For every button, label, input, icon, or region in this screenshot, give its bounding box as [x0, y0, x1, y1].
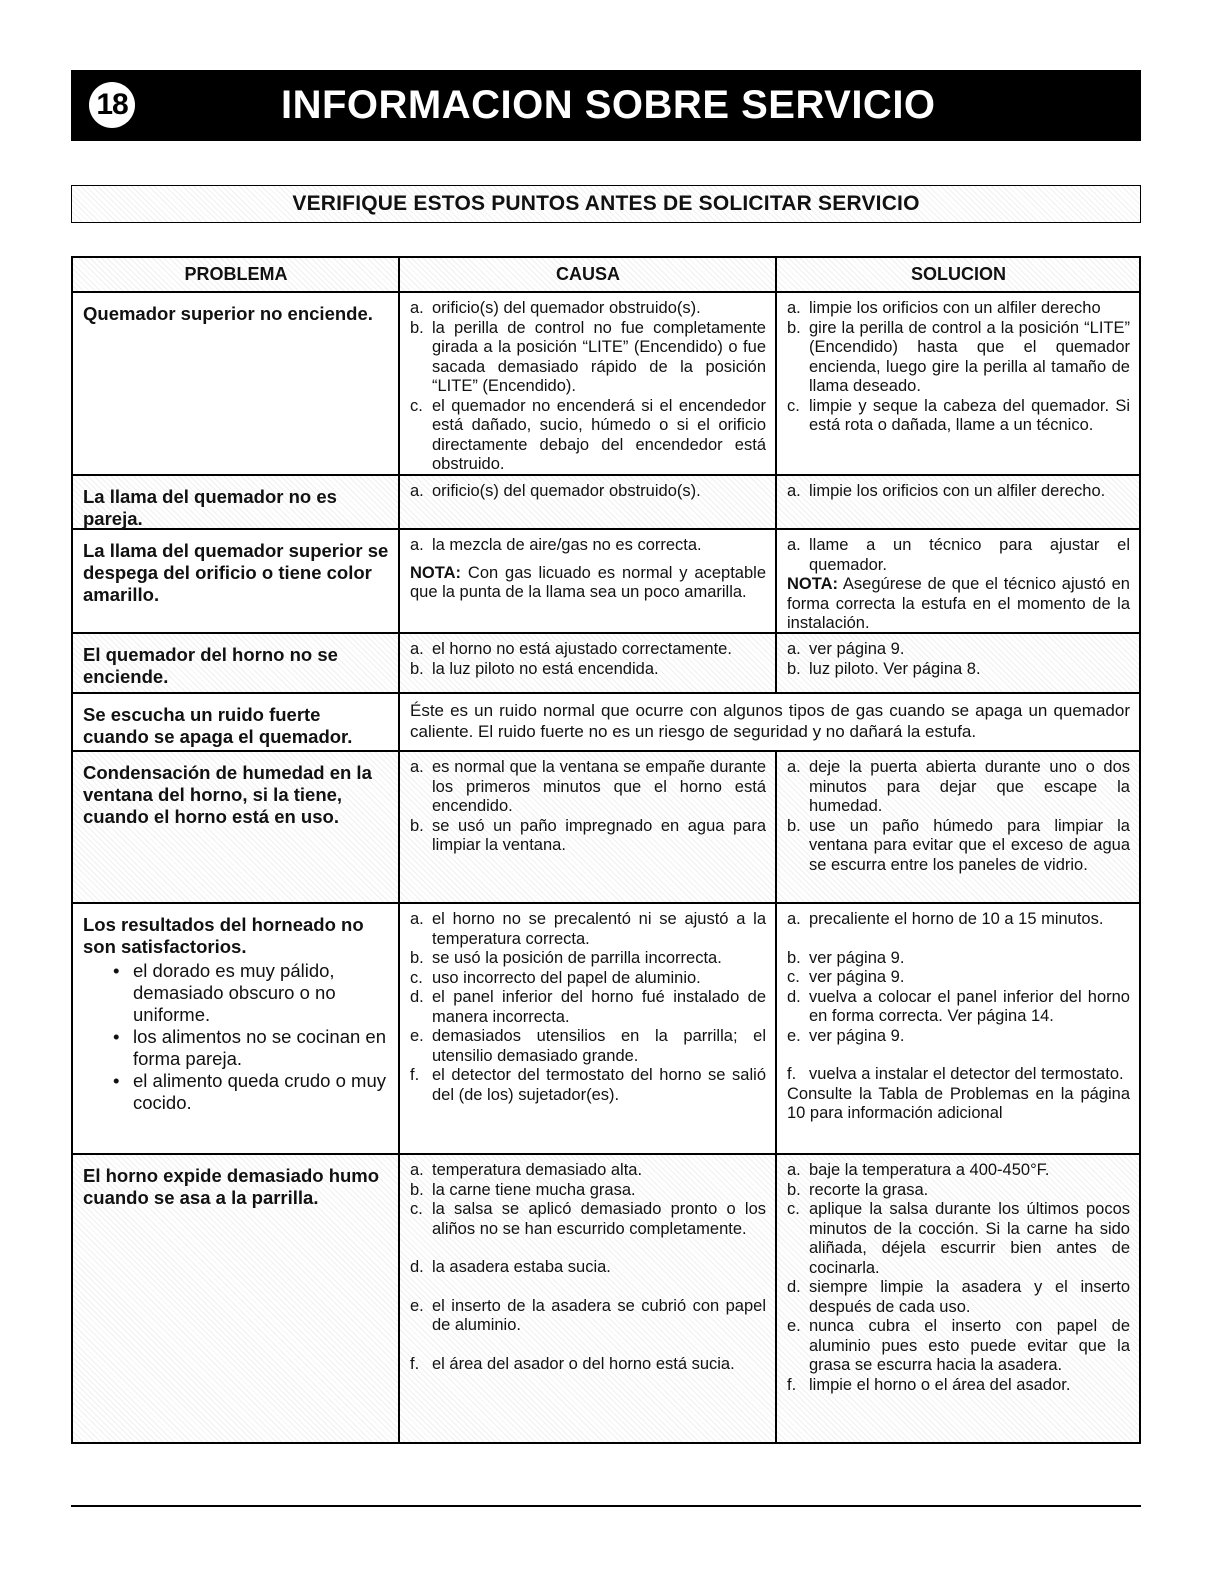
page-title: INFORMACION SOBRE SERVICIO [281, 83, 936, 127]
column-header-cause: CAUSA [400, 258, 777, 293]
list-item: d. siempre limpie la asadera y el inserto después de cada uso. [787, 1278, 1130, 1316]
cause-cell [400, 530, 777, 634]
cause-cell [400, 476, 777, 530]
list-item: b. luz piloto. Ver página 8. [787, 659, 981, 678]
list-item: b. la perilla de control no fue completamente girada a la posición “LITE” (Encendido) o fue sacada demasiado rápido de la posición “LITE” (Encendido). [410, 318, 766, 395]
problem-cell: La llama del quemador no es pareja. [73, 476, 400, 530]
list-item: a. llame a un técnico para ajustar el quemador. [787, 536, 1130, 574]
solution-cell [777, 752, 1139, 904]
list-item: • los alimentos no se cocinan en forma pareja. [113, 1026, 389, 1070]
solution-footer-note: Consulte la Tabla de Problemas en la página 10 para información adicional [787, 1084, 1130, 1122]
section-number-badge: 18 [89, 82, 135, 128]
solution-note: NOTA: Asegúrese de que el técnico ajustó en forma correcta la estufa en el momento de la instalación. [787, 575, 1130, 632]
solution-cell [777, 293, 1139, 476]
list-item: a. orificio(s) del quemador obstruido(s). [410, 299, 701, 317]
header-bar [71, 70, 1141, 141]
list-item: • el dorado es muy pálido, demasiado obscuro o no uniforme. [113, 960, 389, 1026]
list-item: e. demasiados utensilios en la parrilla; el utensilio demasiado grande. [410, 1027, 766, 1065]
list-item: a. baje la temperatura a 400-450°F. [787, 1161, 1050, 1179]
problem-title: Los resultados del horneado no son satisfactorios. [83, 914, 364, 957]
list-item: a. precaliente el horno de 10 a 15 minutos. [787, 910, 1104, 928]
list-item: a. orificio(s) del quemador obstruido(s). [410, 482, 701, 500]
footer-rule [71, 1505, 1141, 1507]
list-item: a. deje la puerta abierta durante uno o dos minutos para dejar que escape la humedad. [787, 758, 1130, 815]
cause-cell [400, 634, 777, 694]
list-item: b. se usó un paño impregnado en agua para limpiar la ventana. [410, 816, 766, 854]
list-item: b. la luz piloto no está encendida. [410, 659, 659, 678]
list-item: c. el quemador no encenderá si el encendedor está dañado, sucio, húmedo o si el orificio directamente debajo del encendedor está obstruido. [410, 396, 766, 473]
problem-cell: El quemador del horno no se enciende. [73, 634, 400, 694]
list-item: e. ver página 9. [787, 1026, 905, 1045]
list-item: c. la salsa se aplicó demasiado pronto o los aliños no se han escurrido completamente. [410, 1200, 766, 1238]
problem-cell [73, 904, 400, 1155]
list-item: d. vuelva a colocar el panel inferior del horno en forma correcta. Ver página 14. [787, 987, 1130, 1025]
column-header-solution: SOLUCION [777, 258, 1139, 293]
list-item: c. uso incorrecto del papel de aluminio. [410, 968, 701, 987]
list-item: a. el horno no está ajustado correctamente. [410, 640, 732, 658]
list-item: a. limpie los orificios con un alfiler derecho. [787, 482, 1106, 500]
troubleshooting-table [71, 256, 1141, 1444]
problem-cell: Condensación de humedad en la ventana del horno, si la tiene, cuando el horno está en uso. [73, 752, 400, 904]
subtitle-box [71, 185, 1141, 223]
list-item: b. gire la perilla de control a la posición “LITE” (Encendido) hasta que el quemador encienda, luego gire la perilla al tamaño de llama deseado. [787, 318, 1130, 395]
list-item: d. la asadera estaba sucia. [410, 1258, 611, 1276]
solution-cell [777, 476, 1139, 530]
cause-cell [400, 293, 777, 476]
list-item: b. use un paño húmedo para limpiar la ventana para evitar que el exceso de agua se escurra entre los paneles de vidrio. [787, 816, 1130, 874]
problem-cell: La llama del quemador superior se despega del orificio o tiene color amarillo. [73, 530, 400, 634]
list-item: f. vuelva a instalar el detector del termostato. [787, 1065, 1124, 1083]
list-item: b. ver página 9. [787, 948, 905, 967]
list-item: c. aplique la salsa durante los últimos pocos minutos de la cocción. Si la carne ha sido aliñada, déjela escurrir bien antes de cocinarla. [787, 1200, 1130, 1277]
solution-cell [777, 904, 1139, 1155]
list-item: d. el panel inferior del horno fué instalado de manera incorrecta. [410, 988, 766, 1026]
list-item: a. temperatura demasiado alta. [410, 1161, 643, 1179]
list-item: a. limpie los orificios con un alfiler derecho [787, 299, 1101, 317]
list-item: a. el horno no se precalentó ni se ajustó a la temperatura correcta. [410, 910, 766, 948]
list-item: • el alimento queda crudo o muy cocido. [113, 1070, 389, 1114]
list-item: c. limpie y seque la cabeza del quemador. Si está rota o dañada, llame a un técnico. [787, 396, 1130, 434]
solution-cell [777, 1155, 1139, 1442]
cause-cell [400, 904, 777, 1155]
cause-cell [400, 1155, 777, 1442]
solution-cell [777, 634, 1139, 694]
list-item: b. la carne tiene mucha grasa. [410, 1180, 636, 1199]
list-item: f. el detector del termostato del horno se salió del (de los) sujetador(es). [410, 1066, 766, 1104]
column-header-problem: PROBLEMA [73, 258, 400, 293]
list-item: f. limpie el horno o el área del asador. [787, 1375, 1071, 1394]
list-item: f. el área del asador o del horno está sucia. [410, 1354, 735, 1373]
list-item: b. se usó la posición de parrilla incorrecta. [410, 949, 722, 967]
list-item: a. la mezcla de aire/gas no es correcta. [410, 536, 702, 554]
solution-cell [777, 530, 1139, 634]
problem-cell: Quemador superior no enciende. [73, 293, 400, 476]
problem-cell: Se escucha un ruido fuerte cuando se apaga el quemador. [73, 694, 400, 752]
problem-cell: El horno expide demasiado humo cuando se asa a la parrilla. [73, 1155, 400, 1442]
problem-bullets [83, 960, 389, 1114]
list-item: e. nunca cubra el inserto con papel de aluminio pues esto puede evitar que la grasa se escurra hacia la asadera. [787, 1317, 1130, 1374]
cause-note: NOTA: Con gas licuado es normal y aceptable que la punta de la llama sea un poco amarilla. [410, 563, 766, 601]
subtitle: VERIFIQUE ESTOS PUNTOS ANTES DE SOLICITAR SERVICIO [292, 192, 920, 215]
list-item: c. ver página 9. [787, 968, 905, 986]
merged-cause-solution-cell: Éste es un ruido normal que ocurre con algunos tipos de gas cuando se apaga un quemador caliente. El ruido fuerte no es un riesgo de seguridad y no dañará la estufa. [400, 694, 1139, 752]
list-item: a. ver página 9. [787, 640, 905, 658]
cause-cell [400, 752, 777, 904]
list-item: b. recorte la grasa. [787, 1180, 929, 1199]
list-item: a. es normal que la ventana se empañe durante los primeros minutos que el horno está encendido. [410, 758, 766, 815]
list-item: e. el inserto de la asadera se cubrió con papel de aluminio. [410, 1296, 766, 1334]
